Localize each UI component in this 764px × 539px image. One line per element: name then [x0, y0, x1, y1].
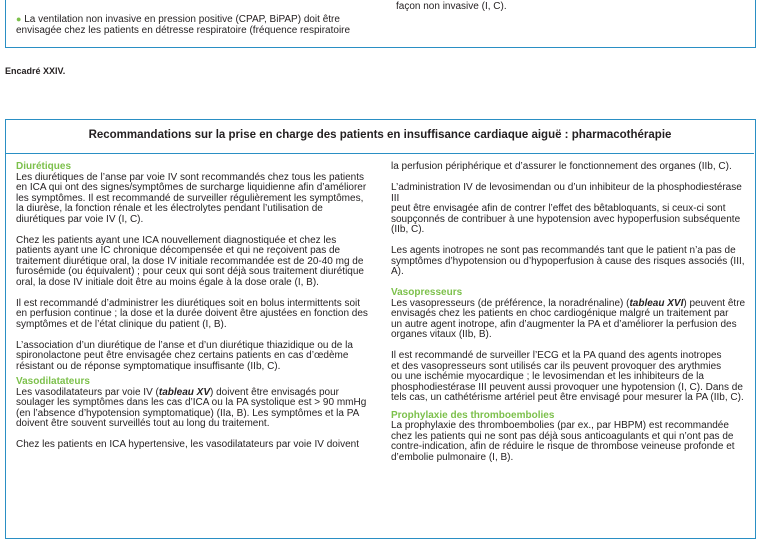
paragraph: Les diurétiques de l’anse par voie IV sont recommandés chez tous les patients en ICA qui ont des signes/symptômes de surcharge liquidienne afin d’améliorer les symptômes. Il est recommandé de surveiller régulièrement les symptômes, la diurèse, la fonction rénale et les électrolytes pendant l’utilisation de diurétiques par voie IV (I, C). — [16, 171, 367, 225]
paragraph: Chez les patients ayant une ICA nouvellement diagnostiquée et chez les patients ayant une IC chronique décompensée et qui ne reçoivent pas de traitement diurétique oral, la dose IV initiale recommandée est de 20-40 mg de furosémide (ou équivalent) ; pour ceux qui sont déjà sous traitement diurétique oral, la dose IV initiale doit être au moins égale à la dose orale (I, B). — [16, 234, 364, 288]
text-part: Les vasodilatateurs par voie IV ( — [16, 386, 159, 398]
title-band — [6, 120, 754, 154]
left-column — [16, 162, 377, 451]
pharmacotherapy-box — [5, 119, 756, 539]
paragraph: La prophylaxie des thromboembolies (par ex., par HBPM) est recommandée chez les patients qui ne sont pas déjà sous anticoagulants et qui n’ont pas de contre-indication, afin de réduire le risque de thrombose veineuse profonde et d’embolie pulmonaire (I, B). — [391, 420, 735, 463]
paragraph: Chez les patients en ICA hypertensive, les vasodilatateurs par voie IV doivent — [16, 439, 359, 450]
text-part: ) doivent être envisagés pour soulager les symptômes dans les cas d’ICA ou la PA systolique est > 90 mmHg (en l’absence d’hypotension symptomatique) (IIa, B). Les symptômes et la PA doivent être souvent surveillés tout au long du traitement. — [16, 386, 367, 429]
bullet-paragraph — [16, 14, 384, 36]
paragraph: L’administration IV de levosimendan ou d’un inhibiteur de la phosphodiestérase III peut être envisagée afin de contrer l’effet des bêtabloquants, si ceux-ci sont soupçonnés de contribuer à une hypotension avec hypoperfusion subséquente (IIb, C). — [391, 182, 742, 235]
section-heading-diuretiques: Diurétiques — [16, 161, 72, 172]
table-reference: tableau XVI — [629, 297, 684, 309]
top-right-column — [396, 2, 751, 13]
paragraph: Les agents inotropes ne sont pas recommandés tant que le patient n’a pas de symptômes d’hypotension ou d’hypoperfusion à cause des risques associés (III, A). — [391, 245, 745, 277]
top-left-column — [16, 14, 384, 36]
paragraph: L’association d’un diurétique de l’anse et d’un diurétique thiazidique ou de la spironolactone peut être envisagée chez certains patients en cas d’œdème résistant ou de réponse symptomatique insuffisante (IIb, C). — [16, 339, 353, 372]
bullet-dot-icon: ● — [16, 14, 22, 24]
section-heading-vasodilatateurs: Vasodilatateurs — [16, 376, 90, 387]
top-right-text: façon non invasive (I, C). — [396, 1, 507, 12]
box-caption: Encadré XXIV. — [5, 66, 66, 76]
section-heading-vasopresseurs: Vasopresseurs — [391, 287, 463, 298]
ventilation-text: La ventilation non invasive en pression positive (CPAP, BiPAP) doit être envisagée chez les patients en détresse respiratoire (fréquence respiratoire — [16, 14, 351, 36]
paragraph — [391, 299, 752, 341]
text-part: Les vasopresseurs (de préférence, la noradrénaline) ( — [391, 297, 630, 309]
paragraph: Il est recommandé de surveiller l’ECG et la PA quand des agents inotropes et des vasopresseurs sont utilisés car ils peuvent provoquer des arythmies ou une ischémie myocardique ; le levosimendan et les inhibiteurs de la phosphodiestérase III peuvent aussi provoquer une hypotension (I, C). Dans de tels cas, un cathétérisme artériel peut être envisagé pour mesurer la PA (IIb, C). — [391, 350, 744, 403]
paragraph: Il est recommandé d’administrer les diurétiques soit en bolus intermittents soit en perfusion continue ; la dose et la durée doivent être ajustées en fonction des symptômes et de l’état clinique du patient (I, B). — [16, 297, 368, 330]
box-title: Recommandations sur la prise en charge des patients en insuffisance cardiaque aiguë : pharmacothérapie — [88, 129, 672, 141]
text-part: ) peuvent être envisagés chez les patients en choc cardiogénique malgré un traitement par un autre agent inotrope, afin d’augmenter la PA et d’améliorer la perfusion des organes vitaux (IIb, B). — [391, 297, 746, 340]
paragraph — [16, 388, 377, 430]
paragraph: la perfusion périphérique et d’assurer le fonctionnement des organes (IIb, C). — [391, 161, 732, 172]
top-recommendation-box — [5, 0, 756, 48]
right-column — [391, 162, 752, 463]
table-reference: tableau XV — [158, 386, 210, 398]
section-heading-prophylaxie: Prophylaxie des thromboembolies — [391, 409, 555, 421]
